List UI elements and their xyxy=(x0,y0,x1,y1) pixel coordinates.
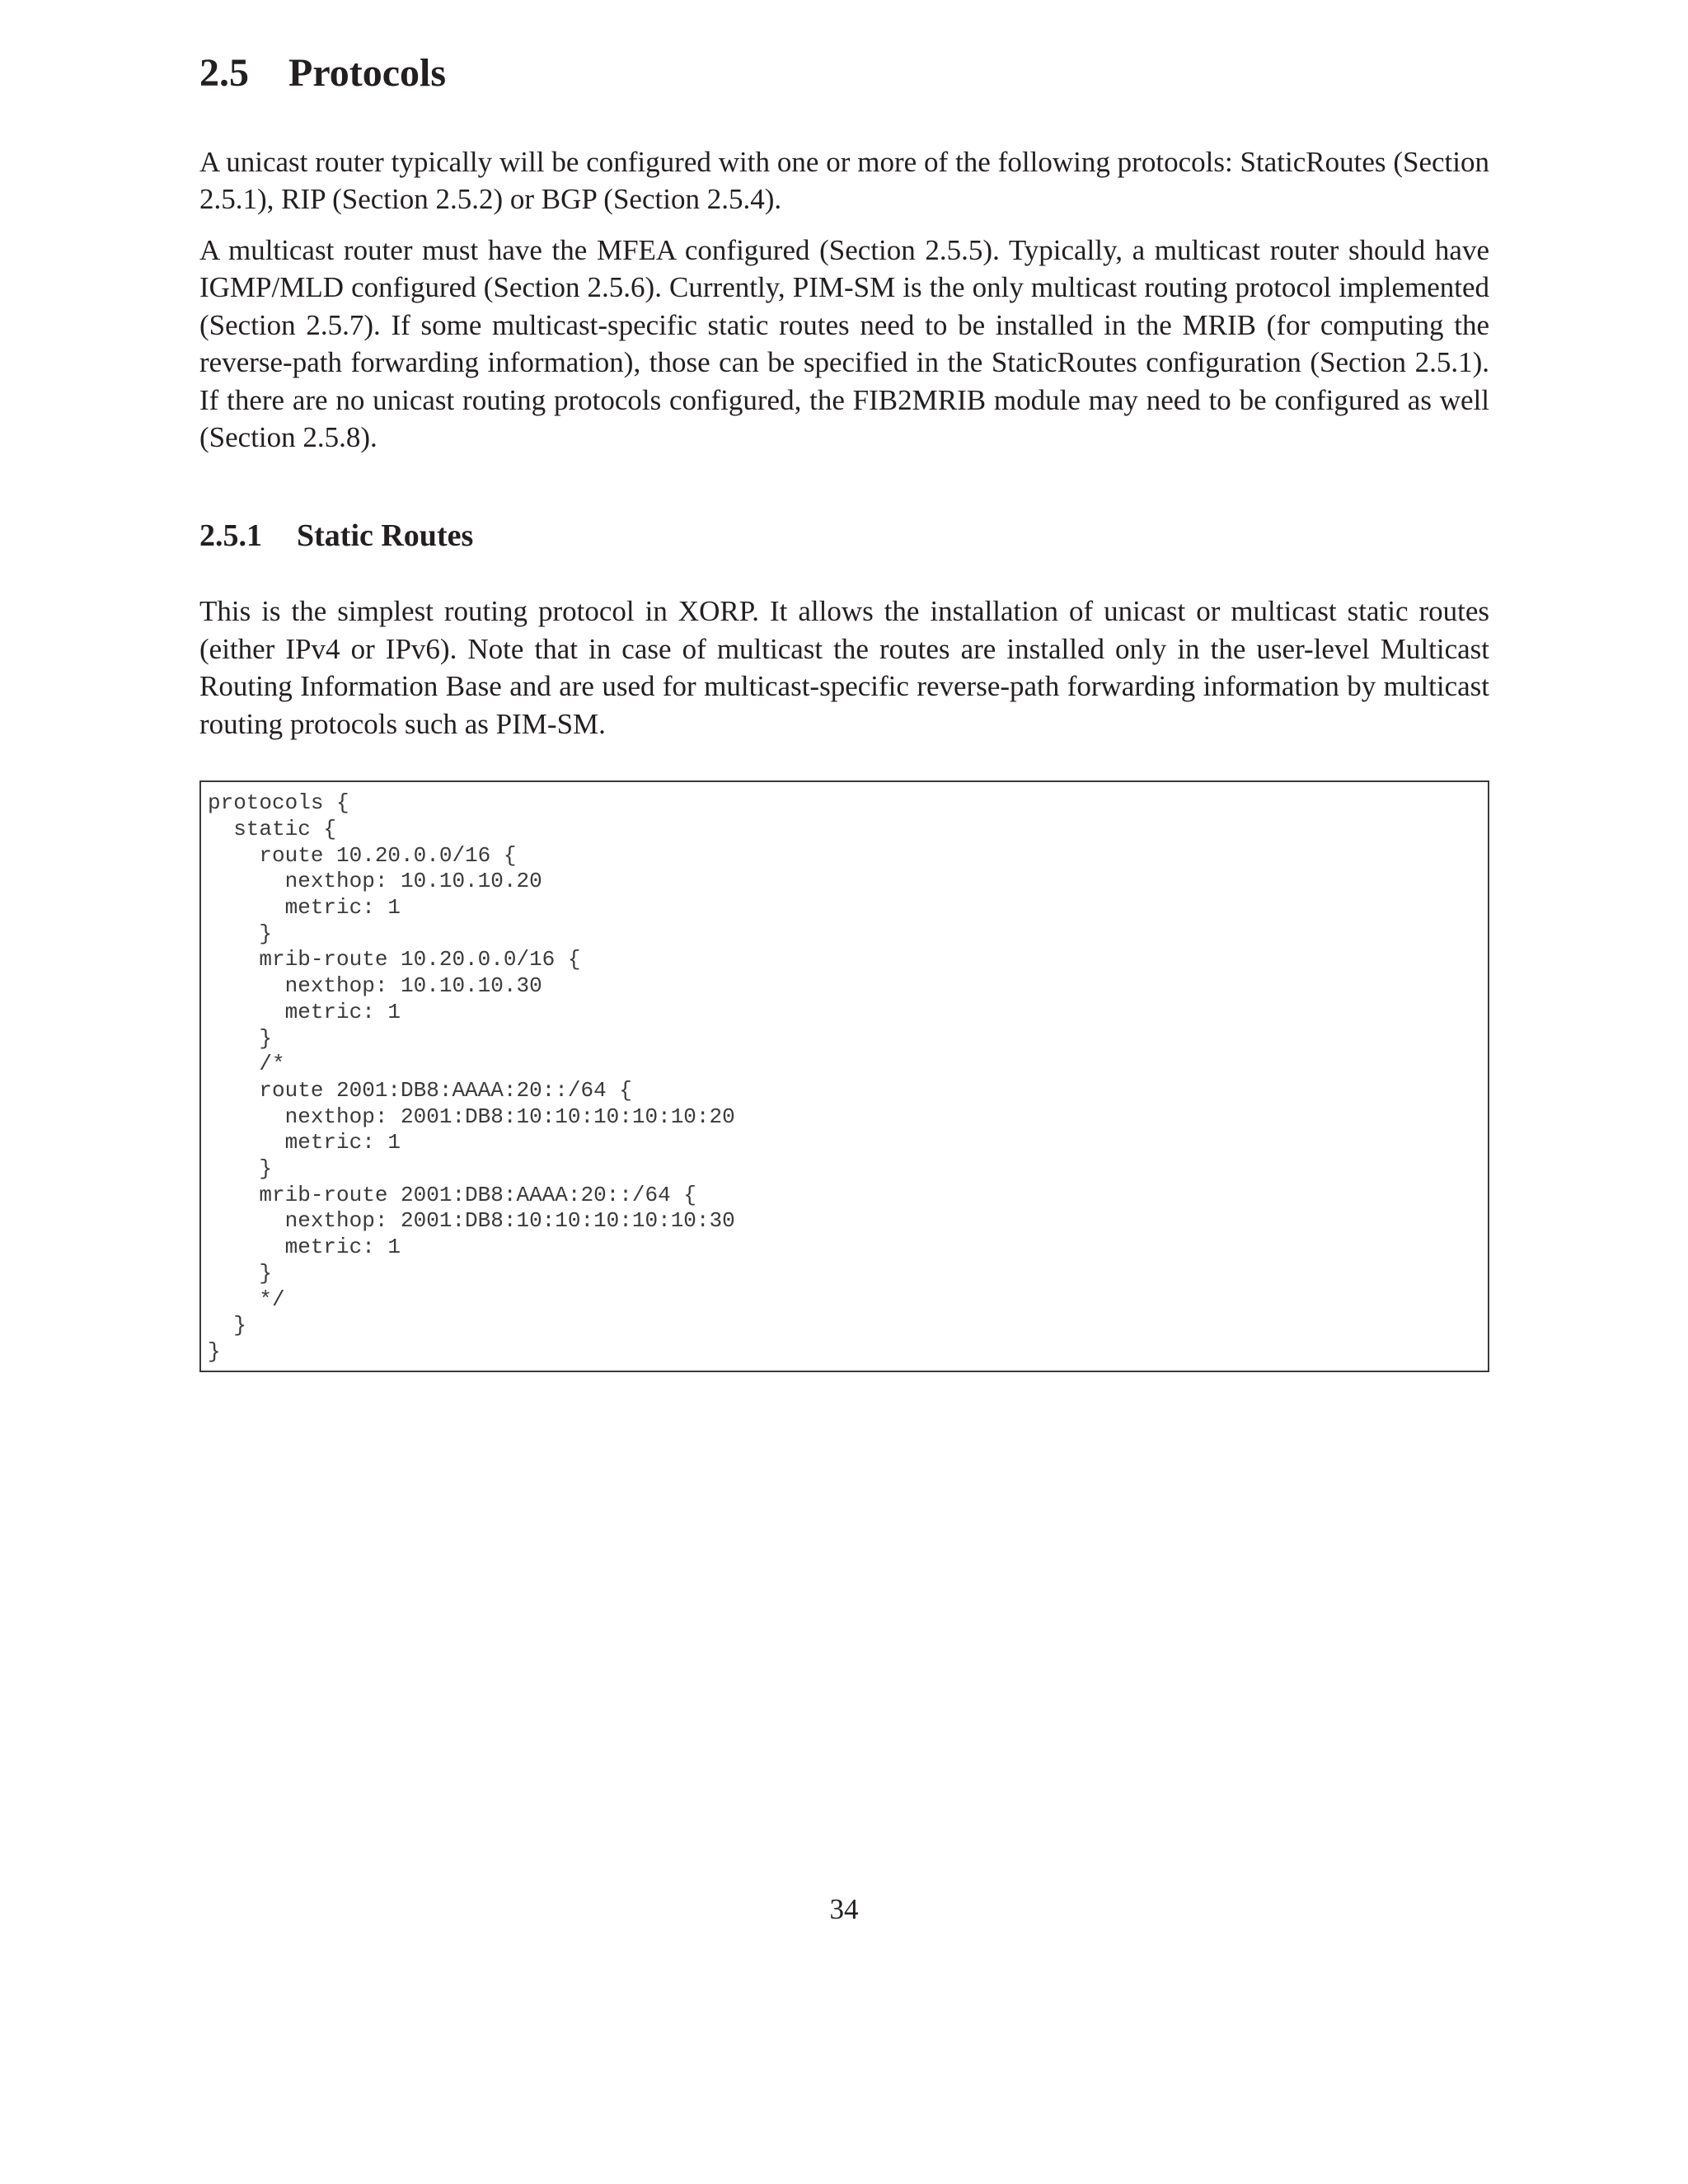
subsection-heading xyxy=(199,518,1489,555)
code-listing: protocols { static { route 10.20.0.0/16 { nexthop: 10.10.10.20 metric: 1 } mrib-route 10.20.0.0/16 { nexthop: 10.10.10.30 metric: 1 } /* route 2001:DB8:AAAA:20::/64 { nexthop: 2001:DB8:10:10:10:10:10:20 metric: 1 } mrib-route 2001:DB8:AAAA:20::/64 { nexthop: 2001:DB8:10:10:10:10:10:30 metric: 1 } */ } } xyxy=(208,790,735,1364)
paragraph-multicast-router: A multicast router must have the MFEA configured (Section 2.5.5). Typically, a multicast router should have IGMP/MLD configured (Section 2.5.6). Currently, PIM-SM is the only multicast routing protocol implemented (Section 2.5.7). If some multicast-specific static routes need to be installed in the MRIB (for computing the reverse-path forwarding information), those can be specified in the StaticRoutes configuration (Section 2.5.1). If there are no unicast routing protocols configured, the FIB2MRIB module may need to be configured as well (Section 2.5.8). xyxy=(199,233,1489,454)
document-page xyxy=(199,49,1489,1372)
page-number: 34 xyxy=(829,1893,859,1925)
paragraph-unicast-router: A unicast router typically will be configured with one or more of the following protocols: StaticRoutes (Section 2.5.1), RIP (Section 2.5.2) or BGP (Section 2.5.4). xyxy=(199,145,1489,216)
section-heading xyxy=(199,49,1489,97)
code-listing-box xyxy=(199,780,1489,1372)
subsection-number: 2.5.1 xyxy=(199,518,262,553)
section-title: Protocols xyxy=(288,51,447,95)
subsection-title: Static Routes xyxy=(297,518,474,553)
section-number: 2.5 xyxy=(199,51,249,95)
paragraph-static-routes: This is the simplest routing protocol in XORP. It allows the installation of unicast or multicast static routes (either IPv4 or IPv6). Note that in case of multicast the routes are installed only in the user-level Multicast Routing Information Base and are used for multicast-specific reverse-path forwarding information by multicast routing protocols such as PIM-SM. xyxy=(199,595,1489,740)
